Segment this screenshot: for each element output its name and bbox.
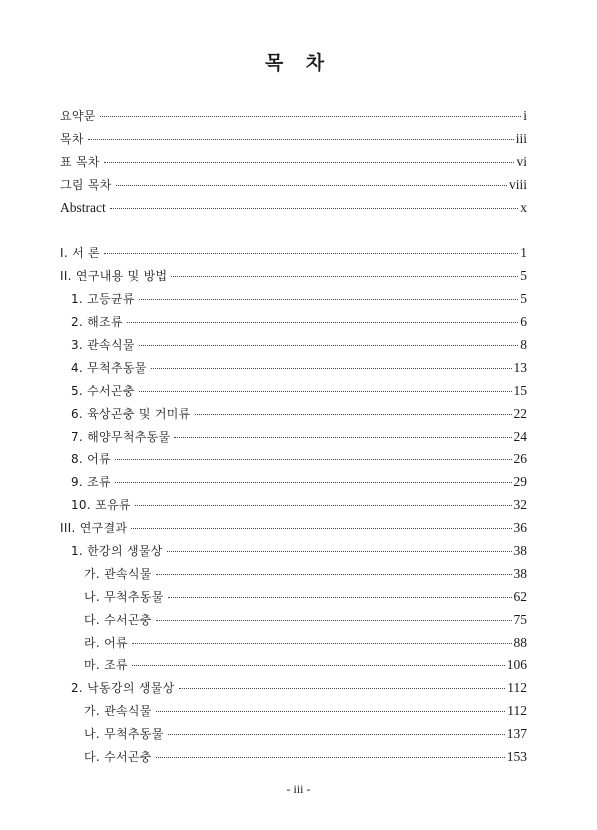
toc-entry-page: 8: [520, 337, 527, 353]
toc-entry: [60, 494, 527, 517]
toc-leader-dots: [168, 734, 505, 735]
toc-entry-page: 22: [513, 405, 527, 421]
toc-entry-title: II. 연구내용 및 방법: [60, 269, 168, 284]
toc-leader-dots: [156, 757, 505, 758]
toc-leader-dots: [139, 345, 519, 346]
toc-leader-dots: [171, 276, 518, 277]
toc-entry-title: 그림 목차: [60, 177, 112, 192]
toc-leader-dots: [135, 505, 512, 506]
toc-entry: [60, 563, 527, 586]
toc-entry-title: 요약문: [60, 109, 96, 123]
toc-entry: [60, 426, 527, 449]
toc-entry-page: i: [523, 108, 527, 123]
toc-entry-page: 32: [513, 497, 527, 513]
toc-leader-dots: [132, 665, 505, 666]
toc-entry: [60, 128, 527, 151]
toc-entry: [60, 700, 527, 723]
toc-entry-title: III. 연구결과: [60, 521, 128, 536]
toc-entry-page: 1: [520, 245, 527, 261]
toc-entry-title: 목차: [60, 131, 84, 146]
toc-entry-page: 29: [513, 474, 527, 490]
toc-entry-page: viii: [508, 176, 527, 192]
toc-entry: [60, 448, 527, 471]
toc-entry-title: 10. 포유류: [71, 498, 131, 513]
toc-leader-dots: [115, 459, 512, 460]
toc-entry-title: I. 서 론: [60, 246, 100, 261]
toc-leader-dots: [110, 208, 519, 209]
toc-entry: [60, 357, 527, 380]
toc-entry-page: 153: [506, 749, 527, 765]
toc-entry-title: 1. 한강의 생물상: [71, 544, 163, 559]
toc-entry: [60, 723, 527, 746]
toc-leader-dots: [131, 528, 511, 529]
toc-leader-dots: [151, 368, 512, 369]
toc-entry-title: 9. 조류: [71, 475, 111, 490]
toc-entry: [60, 517, 527, 540]
toc-entry: [60, 471, 527, 494]
toc-leader-dots: [156, 711, 506, 712]
toc-entry: [60, 105, 527, 128]
toc-leader-dots: [156, 620, 512, 621]
toc-leader-dots: [100, 116, 522, 117]
toc-entry-title: 6. 육상곤충 및 거미류: [71, 406, 191, 421]
toc-entry-page: 36: [513, 520, 527, 536]
toc-leader-dots: [132, 643, 512, 644]
toc-leader-dots: [115, 482, 512, 483]
toc-entry-title: 8. 어류: [71, 452, 111, 467]
toc-leader-dots: [174, 437, 511, 438]
toc-entry-title: 가. 관속식물: [84, 566, 152, 581]
toc-entry-page: 15: [513, 382, 527, 398]
toc-entry: [60, 746, 527, 769]
toc-entry-page: 13: [513, 359, 527, 375]
toc-entry-page: 26: [513, 451, 527, 467]
toc-entry-title: 2. 낙동강의 생물상: [71, 681, 175, 696]
toc-entry-page: 88: [513, 634, 527, 650]
toc-entry-title: 다. 수서곤충: [84, 750, 152, 765]
toc-entry-title: Abstract: [60, 199, 106, 215]
toc-entry: [60, 632, 527, 655]
toc-entry-page: 5: [520, 291, 527, 307]
toc-entry: [60, 311, 527, 334]
toc-leader-dots: [88, 139, 514, 140]
toc-entry-page: iii: [515, 130, 527, 146]
toc-entry-title: 가. 관속식물: [84, 704, 152, 719]
page-number: - iii -: [286, 782, 311, 796]
toc-entry-page: 112: [507, 680, 527, 696]
toc-entry-page: 38: [513, 565, 527, 581]
toc-leader-dots: [139, 299, 519, 300]
toc-leader-dots: [156, 574, 512, 575]
toc-leader-dots: [104, 162, 515, 163]
table-of-contents: [60, 105, 527, 769]
toc-entry-page: 112: [507, 703, 527, 719]
toc-leader-dots: [195, 414, 512, 415]
toc-entry-title: 라. 어류: [84, 635, 128, 650]
toc-leader-dots: [139, 391, 512, 392]
toc-leader-dots: [167, 551, 512, 552]
toc-entry: [60, 677, 527, 700]
toc-entry-title: 다. 수서곤충: [84, 612, 152, 627]
toc-entry: [60, 540, 527, 563]
toc-entry-page: 5: [520, 268, 527, 284]
toc-entry-page: vi: [516, 153, 527, 169]
toc-leader-dots: [168, 597, 512, 598]
toc-leader-dots: [116, 185, 507, 186]
toc-entry: [60, 609, 527, 632]
toc-entry-title: 마. 조류: [84, 658, 128, 673]
toc-entry-page: 6: [520, 314, 527, 330]
toc-entry: [60, 654, 527, 677]
toc-entry: [60, 242, 527, 265]
toc-entry-title: 3. 관속식물: [71, 338, 135, 353]
toc-entry-page: 106: [506, 657, 527, 673]
toc-leader-dots: [179, 688, 506, 689]
toc-entry: [60, 403, 527, 426]
toc-entry-title: 나. 무척추동물: [84, 727, 164, 742]
toc-entry: [60, 265, 527, 288]
toc-entry-page: 38: [513, 543, 527, 559]
toc-entry-title: 2. 해조류: [71, 315, 123, 330]
toc-entry: [60, 586, 527, 609]
toc-entry-title: 4. 무척추동물: [71, 360, 147, 375]
page-title: 목 차: [264, 52, 333, 74]
toc-entry: [60, 197, 527, 220]
toc-entry-page: 75: [513, 611, 527, 627]
toc-entry: [60, 174, 527, 197]
toc-entry: [60, 151, 527, 174]
toc-entry-title: 5. 수서곤충: [71, 383, 135, 398]
toc-entry-title: 표 목차: [60, 154, 100, 169]
toc-entry-title: 7. 해양무척추동물: [71, 429, 171, 444]
toc-entry-title: 1. 고등균류: [71, 292, 135, 307]
toc-leader-dots: [104, 253, 518, 254]
toc-entry-title: 나. 무척추동물: [84, 589, 164, 604]
toc-entry-page: 62: [513, 588, 527, 604]
toc-entry: [60, 380, 527, 403]
toc-entry-page: 24: [513, 428, 527, 444]
toc-entry-page: 137: [506, 726, 527, 742]
toc-entry: [60, 334, 527, 357]
toc-entry-page: x: [520, 199, 527, 215]
toc-entry: [60, 288, 527, 311]
toc-leader-dots: [127, 322, 518, 323]
